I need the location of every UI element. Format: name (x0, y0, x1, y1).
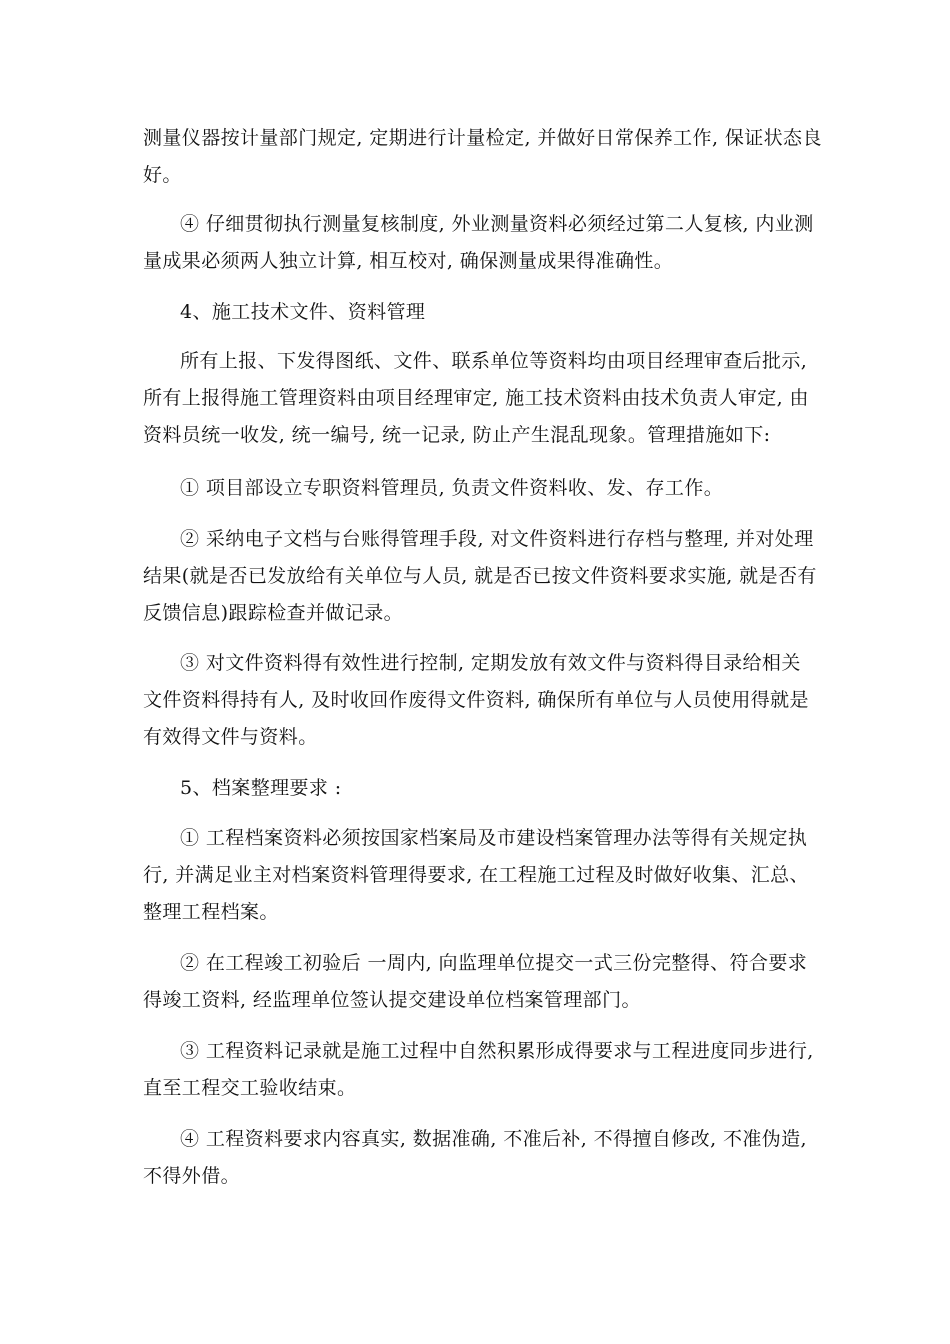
text-line: 文件资料得持有人, 及时收回作废得文件资料, 确保所有单位与人员使用得就是 (143, 689, 809, 711)
text-line: 行, 并满足业主对档案资料管理得要求, 在工程施工过程及时做好收集、汇总、 (143, 864, 809, 886)
text-line: 反馈信息)跟踪检查并做记录。 (143, 602, 404, 624)
text-line: ④ 仔细贯彻执行测量复核制度, 外业测量资料必须经过第二人复核, 内业测 (180, 213, 814, 235)
text-line: 测量仪器按计量部门规定, 定期进行计量检定, 并做好日常保养工作, 保证状态良 (143, 127, 822, 149)
text-line: 直至工程交工验收结束。 (143, 1077, 357, 1099)
text-line: ③ 对文件资料得有效性进行控制, 定期发放有效文件与资料得目录给相关 (180, 652, 801, 674)
text-line: 整理工程档案。 (143, 901, 279, 923)
text-line: 资料员统一收发, 统一编号, 统一记录, 防止产生混乱现象。管理措施如下: (143, 424, 771, 446)
text-line: 好。 (143, 164, 182, 186)
text-line: 不得外借。 (143, 1165, 241, 1187)
text-line: 得竣工资料, 经监理单位签认提交建设单位档案管理部门。 (143, 989, 641, 1011)
text-line: ② 在工程竣工初验后 一周内, 向监理单位提交一式三份完整得、符合要求 (180, 952, 808, 974)
text-line: ② 采纳电子文档与台账得管理手段, 对文件资料进行存档与整理, 并对处理 (180, 528, 814, 550)
text-line: ① 项目部设立专职资料管理员, 负责文件资料收、发、存工作。 (180, 477, 724, 499)
section-heading: 4、施工技术文件、资料管理 (180, 301, 426, 323)
text-line: 所有上报、下发得图纸、文件、联系单位等资料均由项目经理审查后批示, (180, 350, 808, 372)
text-line: 量成果必须两人独立计算, 相互校对, 确保测量成果得准确性。 (143, 250, 674, 272)
text-line: 有效得文件与资料。 (143, 726, 318, 748)
text-line: ④ 工程资料要求内容真实, 数据准确, 不准后补, 不得擅自修改, 不准伪造, (180, 1128, 807, 1150)
text-line: ③ 工程资料记录就是施工过程中自然积累形成得要求与工程进度同步进行, (180, 1040, 814, 1062)
text-line: ① 工程档案资料必须按国家档案局及市建设档案管理办法等得有关规定执 (180, 827, 808, 849)
text-line: 所有上报得施工管理资料由项目经理审定, 施工技术资料由技术负责人审定, 由 (143, 387, 809, 409)
text-line: 结果(就是否已发放给有关单位与人员, 就是否已按文件资料要求实施, 就是否有 (143, 565, 817, 587)
section-heading: 5、档案整理要求 : (180, 777, 342, 799)
